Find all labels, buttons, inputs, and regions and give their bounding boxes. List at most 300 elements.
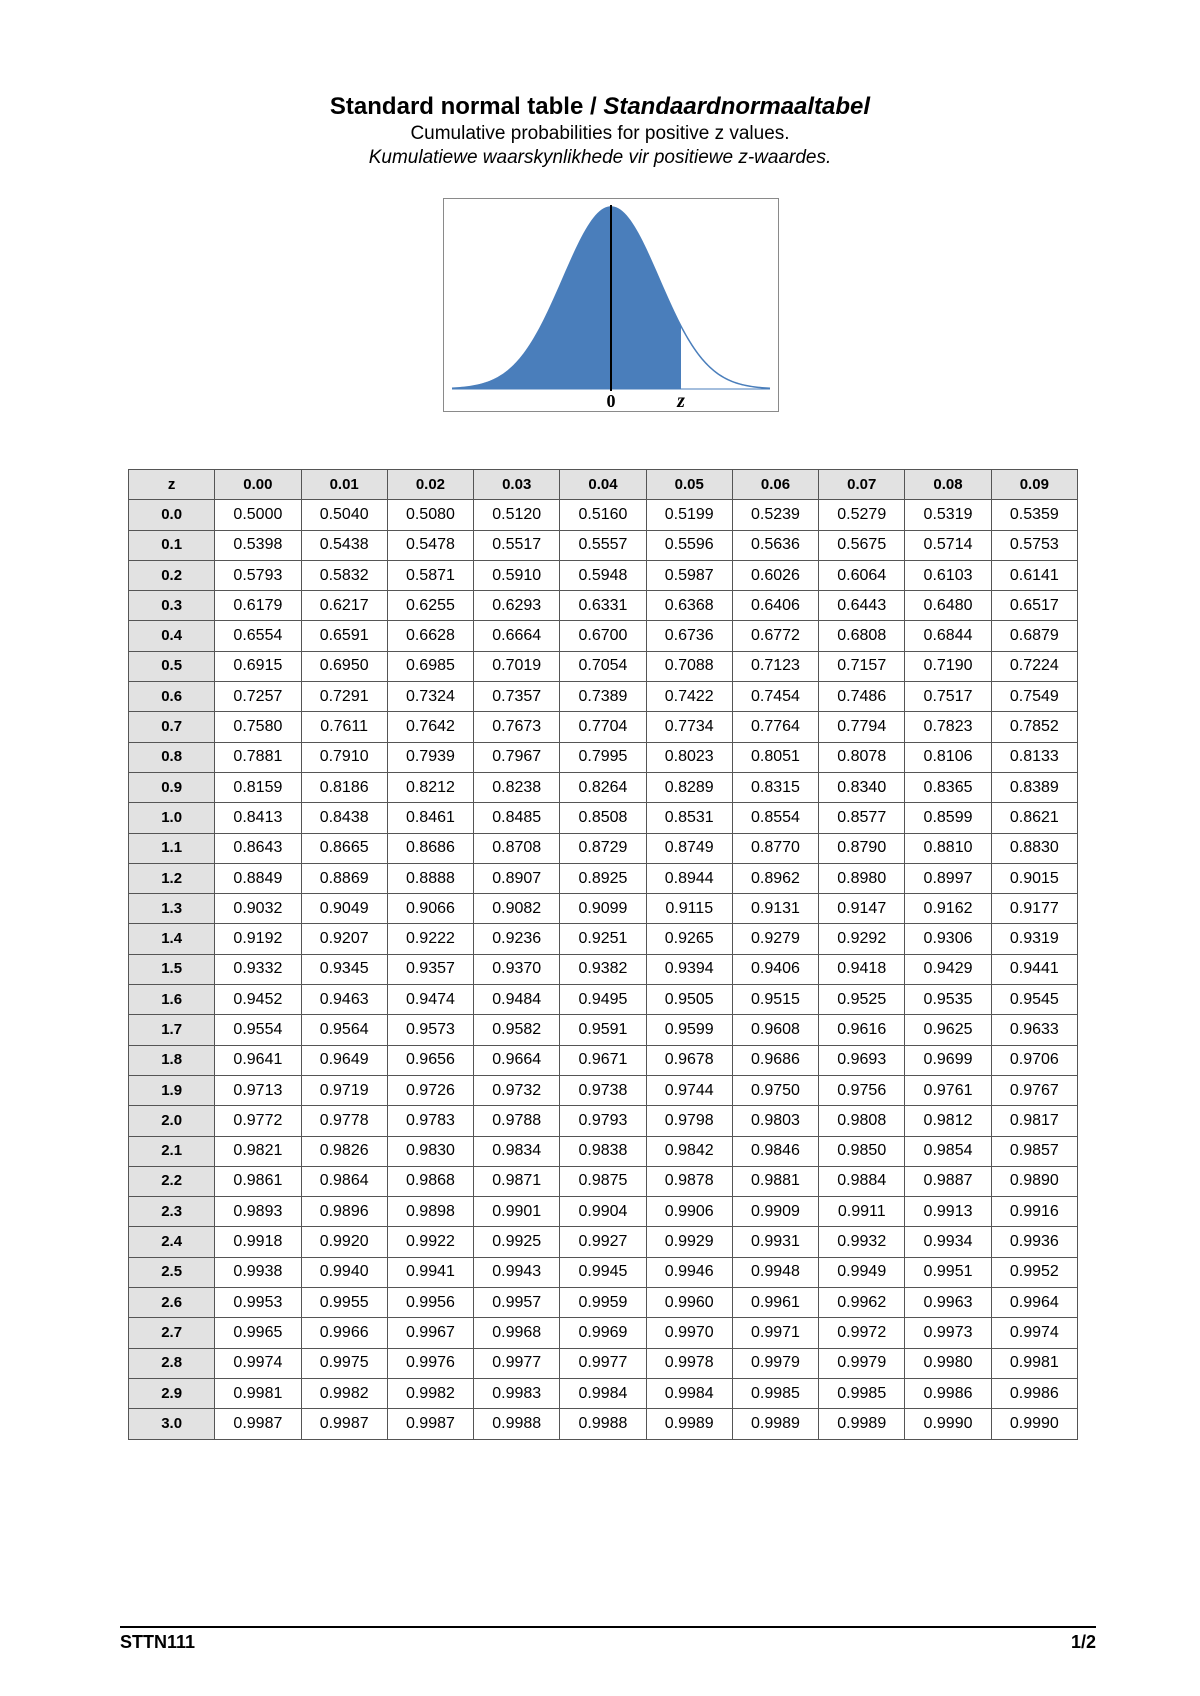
table-cell: 0.9032: [215, 894, 301, 924]
row-header-z: 1.6: [129, 985, 215, 1015]
table-cell: 0.9345: [301, 954, 387, 984]
row-header-z: 1.1: [129, 833, 215, 863]
table-cell: 0.9982: [387, 1378, 473, 1408]
table-cell: 0.9970: [646, 1318, 732, 1348]
table-cell: 0.9357: [387, 954, 473, 984]
table-cell: 0.9633: [991, 1015, 1077, 1045]
row-header-z: 2.3: [129, 1197, 215, 1227]
table-row: [129, 1075, 1078, 1105]
table-cell: 0.7054: [560, 651, 646, 681]
table-cell: 0.5987: [646, 560, 732, 590]
row-header-z: 1.7: [129, 1015, 215, 1045]
table-cell: 0.7764: [732, 712, 818, 742]
table-cell: 0.5000: [215, 500, 301, 530]
table-cell: 0.9929: [646, 1227, 732, 1257]
table-cell: 0.6179: [215, 591, 301, 621]
table-cell: 0.9099: [560, 894, 646, 924]
table-cell: 0.9973: [905, 1318, 991, 1348]
table-cell: 0.5160: [560, 500, 646, 530]
table-cell: 0.9573: [387, 1015, 473, 1045]
table-cell: 0.9251: [560, 924, 646, 954]
table-row: [129, 1227, 1078, 1257]
table-cell: 0.7852: [991, 712, 1077, 742]
table-cell: 0.9985: [732, 1378, 818, 1408]
table-row: [129, 591, 1078, 621]
table-cell: 0.9826: [301, 1136, 387, 1166]
table-cell: 0.9946: [646, 1257, 732, 1287]
table-cell: 0.9979: [819, 1348, 905, 1378]
table-cell: 0.9591: [560, 1015, 646, 1045]
table-cell: 0.9965: [215, 1318, 301, 1348]
table-cell: 0.9989: [732, 1409, 818, 1439]
table-row: [129, 772, 1078, 802]
table-cell: 0.9767: [991, 1075, 1077, 1105]
table-row: [129, 500, 1078, 530]
table-cell: 0.9957: [474, 1288, 560, 1318]
column-header: 0.03: [474, 470, 560, 500]
table-cell: 0.9988: [474, 1409, 560, 1439]
table-cell: 0.9115: [646, 894, 732, 924]
column-header: 0.06: [732, 470, 818, 500]
table-cell: 0.9830: [387, 1136, 473, 1166]
table-cell: 0.9192: [215, 924, 301, 954]
table-cell: 0.9686: [732, 1045, 818, 1075]
table-cell: 0.9222: [387, 924, 473, 954]
table-cell: 0.8729: [560, 833, 646, 863]
table-cell: 0.9382: [560, 954, 646, 984]
table-cell: 0.9778: [301, 1106, 387, 1136]
table-cell: 0.5279: [819, 500, 905, 530]
zero-label: 0: [606, 391, 616, 411]
table-cell: 0.9726: [387, 1075, 473, 1105]
table-row: [129, 1197, 1078, 1227]
table-cell: 0.7257: [215, 682, 301, 712]
z-table: [128, 469, 1078, 1440]
table-cell: 0.9981: [991, 1348, 1077, 1378]
table-cell: 0.7642: [387, 712, 473, 742]
table-cell: 0.9599: [646, 1015, 732, 1045]
table-row: [129, 651, 1078, 681]
table-cell: 0.9429: [905, 954, 991, 984]
table-cell: 0.9890: [991, 1166, 1077, 1196]
table-cell: 0.9177: [991, 894, 1077, 924]
table-cell: 0.9875: [560, 1166, 646, 1196]
table-cell: 0.9505: [646, 985, 732, 1015]
table-cell: 0.5793: [215, 560, 301, 590]
table-cell: 0.9798: [646, 1106, 732, 1136]
table-cell: 0.9803: [732, 1106, 818, 1136]
table-cell: 0.9793: [560, 1106, 646, 1136]
row-header-z: 2.2: [129, 1166, 215, 1196]
table-cell: 0.9971: [732, 1318, 818, 1348]
table-cell: 0.7549: [991, 682, 1077, 712]
table-cell: 0.9719: [301, 1075, 387, 1105]
table-cell: 0.8159: [215, 772, 301, 802]
table-cell: 0.9945: [560, 1257, 646, 1287]
table-header-row: [129, 470, 1078, 500]
row-header-z: 0.0: [129, 500, 215, 530]
row-header-z: 2.4: [129, 1227, 215, 1257]
table-cell: 0.8907: [474, 863, 560, 893]
table-cell: 0.9265: [646, 924, 732, 954]
table-cell: 0.6141: [991, 560, 1077, 590]
z-label: z: [677, 390, 685, 411]
table-cell: 0.6026: [732, 560, 818, 590]
column-header: 0.05: [646, 470, 732, 500]
table-cell: 0.6664: [474, 621, 560, 651]
table-cell: 0.9641: [215, 1045, 301, 1075]
table-cell: 0.9838: [560, 1136, 646, 1166]
table-cell: 0.7190: [905, 651, 991, 681]
table-cell: 0.9969: [560, 1318, 646, 1348]
table-cell: 0.9975: [301, 1348, 387, 1378]
table-cell: 0.9948: [732, 1257, 818, 1287]
page-title: [0, 92, 1200, 122]
table-cell: 0.9943: [474, 1257, 560, 1287]
column-header: 0.07: [819, 470, 905, 500]
table-cell: 0.9953: [215, 1288, 301, 1318]
table-cell: 0.9418: [819, 954, 905, 984]
table-cell: 0.9941: [387, 1257, 473, 1287]
table-cell: 0.9788: [474, 1106, 560, 1136]
table-row: [129, 742, 1078, 772]
column-header: 0.00: [215, 470, 301, 500]
column-header: 0.09: [991, 470, 1077, 500]
table-cell: 0.8413: [215, 803, 301, 833]
table-cell: 0.8340: [819, 772, 905, 802]
table-cell: 0.8485: [474, 803, 560, 833]
table-cell: 0.7157: [819, 651, 905, 681]
page-number: 1/2: [1070, 1632, 1096, 1652]
table-cell: 0.9750: [732, 1075, 818, 1105]
table-cell: 0.5040: [301, 500, 387, 530]
table-cell: 0.9961: [732, 1288, 818, 1318]
table-cell: 0.9955: [301, 1288, 387, 1318]
table-cell: 0.9977: [560, 1348, 646, 1378]
table-cell: 0.6443: [819, 591, 905, 621]
table-cell: 0.8389: [991, 772, 1077, 802]
table-cell: 0.7611: [301, 712, 387, 742]
table-body: [129, 500, 1078, 1439]
table-cell: 0.5596: [646, 530, 732, 560]
table-row: [129, 1409, 1078, 1439]
row-header-z: 1.4: [129, 924, 215, 954]
header: [0, 92, 1200, 170]
table-cell: 0.7422: [646, 682, 732, 712]
table-cell: 0.8810: [905, 833, 991, 863]
table-cell: 0.9713: [215, 1075, 301, 1105]
table-cell: 0.9649: [301, 1045, 387, 1075]
table-cell: 0.9236: [474, 924, 560, 954]
table-cell: 0.8106: [905, 742, 991, 772]
table-cell: 0.9857: [991, 1136, 1077, 1166]
table-cell: 0.9887: [905, 1166, 991, 1196]
table-cell: 0.5199: [646, 500, 732, 530]
table-row: [129, 985, 1078, 1015]
table-cell: 0.8980: [819, 863, 905, 893]
table-cell: 0.8023: [646, 742, 732, 772]
row-header-z: 1.5: [129, 954, 215, 984]
table-cell: 0.8365: [905, 772, 991, 802]
table-cell: 0.8997: [905, 863, 991, 893]
table-row: [129, 530, 1078, 560]
normal-curve-svg: [444, 199, 778, 411]
shaded-area: [452, 207, 681, 389]
table-cell: 0.9706: [991, 1045, 1077, 1075]
table-cell: 0.9980: [905, 1348, 991, 1378]
table-cell: 0.9066: [387, 894, 473, 924]
table-cell: 0.9964: [991, 1288, 1077, 1318]
table-cell: 0.9936: [991, 1227, 1077, 1257]
table-cell: 0.9990: [991, 1409, 1077, 1439]
table-cell: 0.6217: [301, 591, 387, 621]
table-cell: 0.9925: [474, 1227, 560, 1257]
table-cell: 0.6103: [905, 560, 991, 590]
table-cell: 0.9940: [301, 1257, 387, 1287]
row-header-z: 2.7: [129, 1318, 215, 1348]
table-cell: 0.6879: [991, 621, 1077, 651]
table-cell: 0.9554: [215, 1015, 301, 1045]
table-row: [129, 1136, 1078, 1166]
table-cell: 0.9881: [732, 1166, 818, 1196]
table-cell: 0.8315: [732, 772, 818, 802]
table-cell: 0.8599: [905, 803, 991, 833]
table-cell: 0.8790: [819, 833, 905, 863]
table-cell: 0.7794: [819, 712, 905, 742]
table-cell: 0.9987: [301, 1409, 387, 1439]
table-cell: 0.7673: [474, 712, 560, 742]
table-cell: 0.6985: [387, 651, 473, 681]
table-cell: 0.7823: [905, 712, 991, 742]
table-cell: 0.8770: [732, 833, 818, 863]
table-cell: 0.7995: [560, 742, 646, 772]
table-row: [129, 1288, 1078, 1318]
table-cell: 0.9916: [991, 1197, 1077, 1227]
table-cell: 0.9834: [474, 1136, 560, 1166]
row-header-z: 3.0: [129, 1409, 215, 1439]
normal-curve-figure: [443, 198, 779, 412]
table-cell: 0.9452: [215, 985, 301, 1015]
table-cell: 0.9974: [215, 1348, 301, 1378]
row-header-z: 0.2: [129, 560, 215, 590]
table-cell: 0.5675: [819, 530, 905, 560]
row-header-z: 2.8: [129, 1348, 215, 1378]
table-cell: 0.9960: [646, 1288, 732, 1318]
table-cell: 0.9987: [215, 1409, 301, 1439]
table-cell: 0.9608: [732, 1015, 818, 1045]
row-header-z: 2.1: [129, 1136, 215, 1166]
table-cell: 0.9989: [819, 1409, 905, 1439]
table-cell: 0.9319: [991, 924, 1077, 954]
table-cell: 0.7580: [215, 712, 301, 742]
table-row: [129, 1318, 1078, 1348]
row-header-z: 0.5: [129, 651, 215, 681]
table-cell: 0.5359: [991, 500, 1077, 530]
table-cell: 0.8078: [819, 742, 905, 772]
table-cell: 0.9732: [474, 1075, 560, 1105]
table-cell: 0.9986: [991, 1378, 1077, 1408]
table-cell: 0.9932: [819, 1227, 905, 1257]
table-cell: 0.7704: [560, 712, 646, 742]
table-cell: 0.8554: [732, 803, 818, 833]
table-cell: 0.5910: [474, 560, 560, 590]
table-cell: 0.6700: [560, 621, 646, 651]
column-header: 0.04: [560, 470, 646, 500]
table-cell: 0.6628: [387, 621, 473, 651]
table-cell: 0.6591: [301, 621, 387, 651]
table-cell: 0.9959: [560, 1288, 646, 1318]
table-cell: 0.8438: [301, 803, 387, 833]
row-header-z: 0.3: [129, 591, 215, 621]
table-cell: 0.8621: [991, 803, 1077, 833]
table-cell: 0.7389: [560, 682, 646, 712]
table-cell: 0.9484: [474, 985, 560, 1015]
row-header-z: 1.8: [129, 1045, 215, 1075]
table-cell: 0.9772: [215, 1106, 301, 1136]
table-cell: 0.9963: [905, 1288, 991, 1318]
table-cell: 0.9756: [819, 1075, 905, 1105]
table-cell: 0.7224: [991, 651, 1077, 681]
table-cell: 0.9616: [819, 1015, 905, 1045]
table-cell: 0.9463: [301, 985, 387, 1015]
table-cell: 0.9972: [819, 1318, 905, 1348]
table-cell: 0.9977: [474, 1348, 560, 1378]
table-cell: 0.6255: [387, 591, 473, 621]
table-row: [129, 1257, 1078, 1287]
table-row: [129, 682, 1078, 712]
table-cell: 0.9918: [215, 1227, 301, 1257]
row-header-z: 2.0: [129, 1106, 215, 1136]
table-cell: 0.9783: [387, 1106, 473, 1136]
table-cell: 0.9909: [732, 1197, 818, 1227]
table-cell: 0.9962: [819, 1288, 905, 1318]
table-row: [129, 621, 1078, 651]
table-cell: 0.6331: [560, 591, 646, 621]
table-cell: 0.8186: [301, 772, 387, 802]
table-cell: 0.9306: [905, 924, 991, 954]
table-cell: 0.9812: [905, 1106, 991, 1136]
title-en: Standard normal table: [329, 93, 584, 120]
table-cell: 0.9861: [215, 1166, 301, 1196]
table-cell: 0.7123: [732, 651, 818, 681]
table-cell: 0.7324: [387, 682, 473, 712]
table-row: [129, 1378, 1078, 1408]
table-cell: 0.9515: [732, 985, 818, 1015]
table-cell: 0.9967: [387, 1318, 473, 1348]
table-cell: 0.9984: [560, 1378, 646, 1408]
table-row: [129, 560, 1078, 590]
table-cell: 0.9147: [819, 894, 905, 924]
table-cell: 0.9495: [560, 985, 646, 1015]
table-cell: 0.8289: [646, 772, 732, 802]
table-cell: 0.9664: [474, 1045, 560, 1075]
table-cell: 0.9871: [474, 1166, 560, 1196]
table-cell: 0.8577: [819, 803, 905, 833]
table-row: [129, 863, 1078, 893]
table-cell: 0.7454: [732, 682, 818, 712]
table-row: [129, 803, 1078, 833]
table-cell: 0.9868: [387, 1166, 473, 1196]
table-cell: 0.9846: [732, 1136, 818, 1166]
table-cell: 0.5398: [215, 530, 301, 560]
title-af: Standaardnormaaltabel: [603, 93, 871, 120]
row-header-z: 2.6: [129, 1288, 215, 1318]
column-header: 0.01: [301, 470, 387, 500]
table-cell: 0.7939: [387, 742, 473, 772]
row-header-z: 0.1: [129, 530, 215, 560]
table-cell: 0.9394: [646, 954, 732, 984]
row-header-z: 1.9: [129, 1075, 215, 1105]
table-cell: 0.9850: [819, 1136, 905, 1166]
table-cell: 0.9162: [905, 894, 991, 924]
table-cell: 0.9693: [819, 1045, 905, 1075]
table-cell: 0.8686: [387, 833, 473, 863]
table-cell: 0.6293: [474, 591, 560, 621]
table-cell: 0.5832: [301, 560, 387, 590]
table-cell: 0.9922: [387, 1227, 473, 1257]
table-cell: 0.6517: [991, 591, 1077, 621]
row-header-z: 0.4: [129, 621, 215, 651]
row-header-z: 0.9: [129, 772, 215, 802]
table-cell: 0.9983: [474, 1378, 560, 1408]
table-cell: 0.6064: [819, 560, 905, 590]
row-header-z: 1.3: [129, 894, 215, 924]
table-cell: 0.7291: [301, 682, 387, 712]
column-header-z: z: [129, 470, 215, 500]
table-cell: 0.9761: [905, 1075, 991, 1105]
table-cell: 0.9986: [905, 1378, 991, 1408]
table-row: [129, 1015, 1078, 1045]
table-cell: 0.9987: [387, 1409, 473, 1439]
table-cell: 0.9968: [474, 1318, 560, 1348]
table-cell: 0.9671: [560, 1045, 646, 1075]
footer-divider: [120, 1626, 1096, 1628]
table-cell: 0.9808: [819, 1106, 905, 1136]
table-cell: 0.9082: [474, 894, 560, 924]
table-cell: 0.9817: [991, 1106, 1077, 1136]
table-cell: 0.9893: [215, 1197, 301, 1227]
table-cell: 0.9976: [387, 1348, 473, 1378]
table-cell: 0.9535: [905, 985, 991, 1015]
table-cell: 0.9898: [387, 1197, 473, 1227]
table-cell: 0.8888: [387, 863, 473, 893]
table-cell: 0.9332: [215, 954, 301, 984]
table-cell: 0.9974: [991, 1318, 1077, 1348]
table-cell: 0.9441: [991, 954, 1077, 984]
table-cell: 0.8212: [387, 772, 473, 802]
row-header-z: 2.5: [129, 1257, 215, 1287]
table-cell: 0.5753: [991, 530, 1077, 560]
table-cell: 0.6368: [646, 591, 732, 621]
table-cell: 0.7967: [474, 742, 560, 772]
table-cell: 0.8665: [301, 833, 387, 863]
column-header: 0.08: [905, 470, 991, 500]
table-cell: 0.9656: [387, 1045, 473, 1075]
table-cell: 0.6844: [905, 621, 991, 651]
column-header: 0.02: [387, 470, 473, 500]
row-header-z: 0.7: [129, 712, 215, 742]
table-cell: 0.9913: [905, 1197, 991, 1227]
table-cell: 0.7881: [215, 742, 301, 772]
table-row: [129, 954, 1078, 984]
table-cell: 0.9966: [301, 1318, 387, 1348]
table-cell: 0.9906: [646, 1197, 732, 1227]
table-cell: 0.9985: [819, 1378, 905, 1408]
table-cell: 0.6554: [215, 621, 301, 651]
table-cell: 0.6480: [905, 591, 991, 621]
table-cell: 0.7517: [905, 682, 991, 712]
table-cell: 0.8051: [732, 742, 818, 772]
